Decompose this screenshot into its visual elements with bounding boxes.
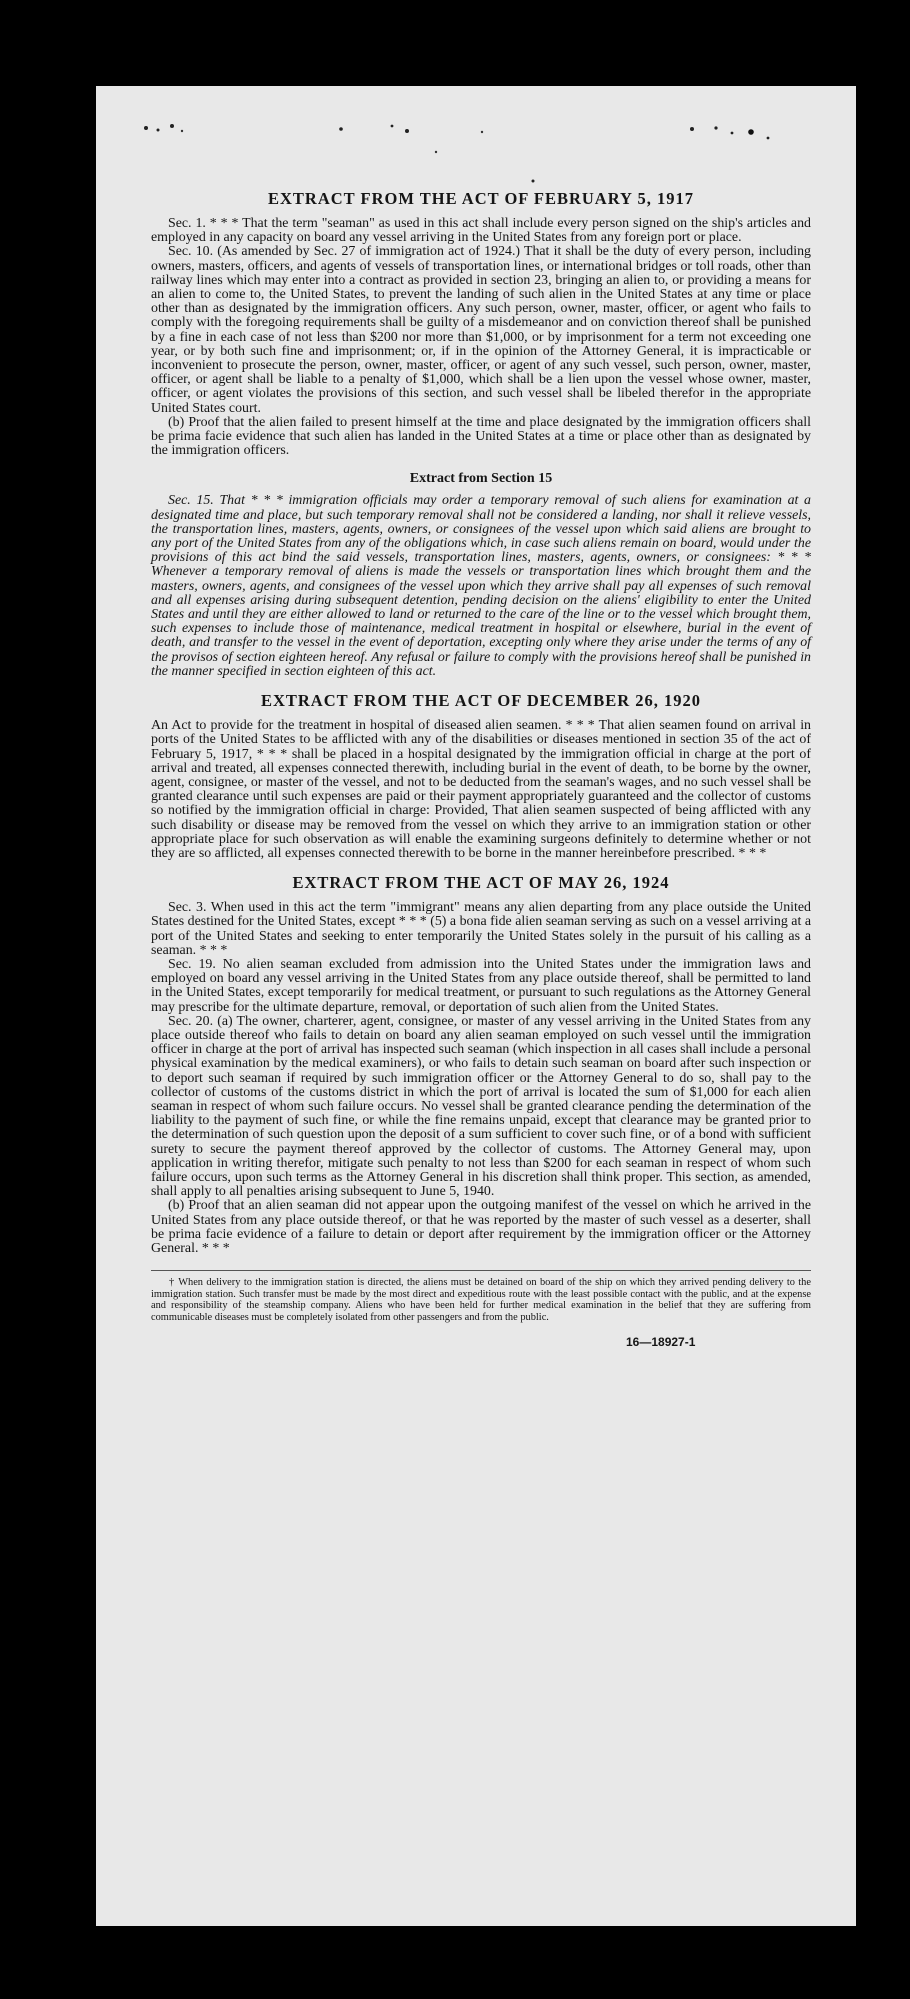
paragraph-sec-1: Sec. 1. * * * That the term "seaman" as used in this act shall include every person signed on the ship's articles and employed in any capacity on board any vessel arriving in the United States from any foreign port or place. [151, 216, 811, 246]
footnote: † When delivery to the immigration station is directed, the aliens must be detained on board of the ship on which they arrived pending delivery to the immigration station. Such transfer must be made by the most direct and expeditious route with the least possible contact with the public, and at the expense and responsibility of the steamship company. Aliens who have been held for further medical examination in the belief that they are suffering from communicable diseases must be completely isolated from other passengers and from the public. [151, 1277, 811, 1323]
paragraph-sec-20-b: (b) Proof that an alien seaman did not appear upon the outgoing manifest of the vessel on which he arrived in the United States from any place outside thereof, or that he was reported by the master of such vessel as a deserter, shall be prima facie evidence of a failure to detain or deport after requirement by the immigration officer or the Attorney General. * * * [151, 1198, 811, 1256]
form-number: 16—18927-1 [626, 1335, 696, 1350]
paragraph-sec-20-a: Sec. 20. (a) The owner, charterer, agent, consignee, or master of any vessel arriving in the United States from any place outside thereof who fails to detain on board any alien seaman employed on such vessel until the immigration officer in charge at the port of arrival has inspected such seaman (which inspection in all cases shall include a personal physical examination by the medical examiners), or who fails to detain such seaman on board after such inspection or to deport such seaman if required by such immigration officer or the Attorney General to do so, shall pay to the collector of customs of the customs district in which the port of arrival is located the sum of $1,000 for each alien seaman in respect of whom such failure occurs. No vessel shall be granted clearance pending the determination of the liability to the payment of such fine, or while the fine remains unpaid, except that clearance may be granted prior to the determination of such question upon the deposit of a sum sufficient to cover such fine, or of a bond with sufficient surety to secure the payment thereof approved by the collector of customs. The Attorney General may, upon application in writing therefor, mitigate such penalty to not less than $200 for each seaman in respect of whom such failure occurs, upon such terms as the Attorney General in his discretion shall think proper. This section, as amended, shall apply to all penalties arising subsequent to June 5, 1940. [151, 1013, 811, 1200]
heading-act-1924: EXTRACT FROM THE ACT OF MAY 26, 1924 [292, 873, 670, 893]
subheading-section-15: Extract from Section 15 [409, 471, 553, 487]
paragraph-sec-15: Sec. 15. That * * * immigration officials may order a temporary removal of such aliens for examination at a designated time and place, but such temporary removal shall not be considered a landing, nor shall it relieve vessels, the transportation lines, masters, agents, owners, or consignees of the vessel upon which said aliens are brought to any port of the United States from any of the obligations which, in case such aliens remain on board, would under the provisions of this act bind the said vessels, transportation lines, masters, agents, owners, or consignees: * * * Whenever a temporary removal of aliens is made the vessels or transportation lines which brought them and the masters, owners, agents, and consignees of the vessel upon which they arrive shall pay all expenses of such removal and all expenses arising during subsequent detention, pending decision on the aliens' eligibility to enter the United States and until they are either allowed to land or returned to the care of the line or to the vessel which brought them, such expenses to include those of maintenance, medical treatment in hospital or elsewhere, burial in the event of death, and transfer to the vessel in the event of deportation, excepting only where they arise under the terms of any of the provisos of section eighteen hereof. Any refusal or failure to comply with the provisions hereof shall be punished in the manner specified in section eighteen of this act. [151, 493, 811, 679]
footnote-divider [151, 1270, 811, 1271]
document-content [151, 189, 811, 1349]
paragraph-sec-3: Sec. 3. When used in this act the term "immigrant" means any alien departing from any place outside the United States destined for the United States, except * * * (5) a bona fide alien seaman serving as such on a vessel arriving at a port of the United States and seeking to enter temporarily the United States solely in the pursuit of his calling as a seaman. * * * [151, 900, 811, 958]
paragraph-sec-10: Sec. 10. (As amended by Sec. 27 of immigration act of 1924.) That it shall be the duty of every person, including owners, masters, officers, and agents of vessels of transportation lines, or international bridges or toll roads, other than railway lines which may enter into a contract as provided in section 23, bringing an alien to, or providing a means for an alien to come to, the United States, to prevent the landing of such alien in the United States at any time or place other than as designated by the immigration officers. Any such person, owner, master, officer, or agent who fails to comply with the foregoing requirements shall be guilty of a misdemeanor and on conviction thereof shall be punished by a fine in each case of not less than $200 nor more than $1,000, or by imprisonment for a term not exceeding one year, or by both such fine and imprisonment; or, if in the opinion of the Attorney General, it is impracticable or inconvenient to prosecute the person, owner, master, officer, or agent of any such vessel, such person, owner, master, officer, or agent shall be liable to a penalty of $1,000, which shall be a lien upon the vessel whose owner, master, officer, or agent violates the provisions of this section, and such vessel shall be libeled therefor in the appropriate United States court. [151, 244, 811, 416]
document-page [96, 86, 856, 1926]
heading-act-1920: EXTRACT FROM THE ACT OF DECEMBER 26, 1920 [260, 691, 702, 711]
paragraph-act-1920: An Act to provide for the treatment in hospital of diseased alien seamen. * * * That alien seamen found on arrival in ports of the United States to be afflicted with any of the disabilities or diseases mentioned in section 35 of the act of February 5, 1917, * * * shall be placed in a hospital designated by the immigration official in charge at the port of arrival and treated, all expenses connected therewith, including burial in the event of death, to be borne by the owner, agent, consignee, or master of the vessel, and not to be deducted from the seaman's wages, and no such vessel shall be granted clearance until such expenses are paid or their payment appropriately guaranteed and the collector of customs so notified by the immigration official in charge: Provided, That alien seamen suspected of being afflicted with any such disability or disease may be removed from the vessel on which they arrive to an immigration station or other appropriate place for such observation as will enable the examining surgeons definitely to determine whether or not they are so afflicted, all expenses connected therewith to be borne in the manner hereinbefore prescribed. * * * [151, 718, 811, 861]
paragraph-sec-19: Sec. 19. No alien seaman excluded from admission into the United States under the immigration laws and employed on board any vessel arriving in the United States from any place outside thereof, shall be permitted to land in the United States, except temporarily for medical treatment, or pursuant to such regulations as the Attorney General may prescribe for the ultimate departure, removal, or deportation of such alien from the United States. [151, 956, 811, 1015]
scan-specks [96, 86, 856, 206]
paragraph-sec-10-b: (b) Proof that the alien failed to present himself at the time and place designated by the immigration officers shall be prima facie evidence that such alien has landed in the United States at a time or place other than as designated by the immigration officers. [151, 414, 811, 459]
heading-act-1917: EXTRACT FROM THE ACT OF FEBRUARY 5, 1917 [268, 189, 694, 208]
